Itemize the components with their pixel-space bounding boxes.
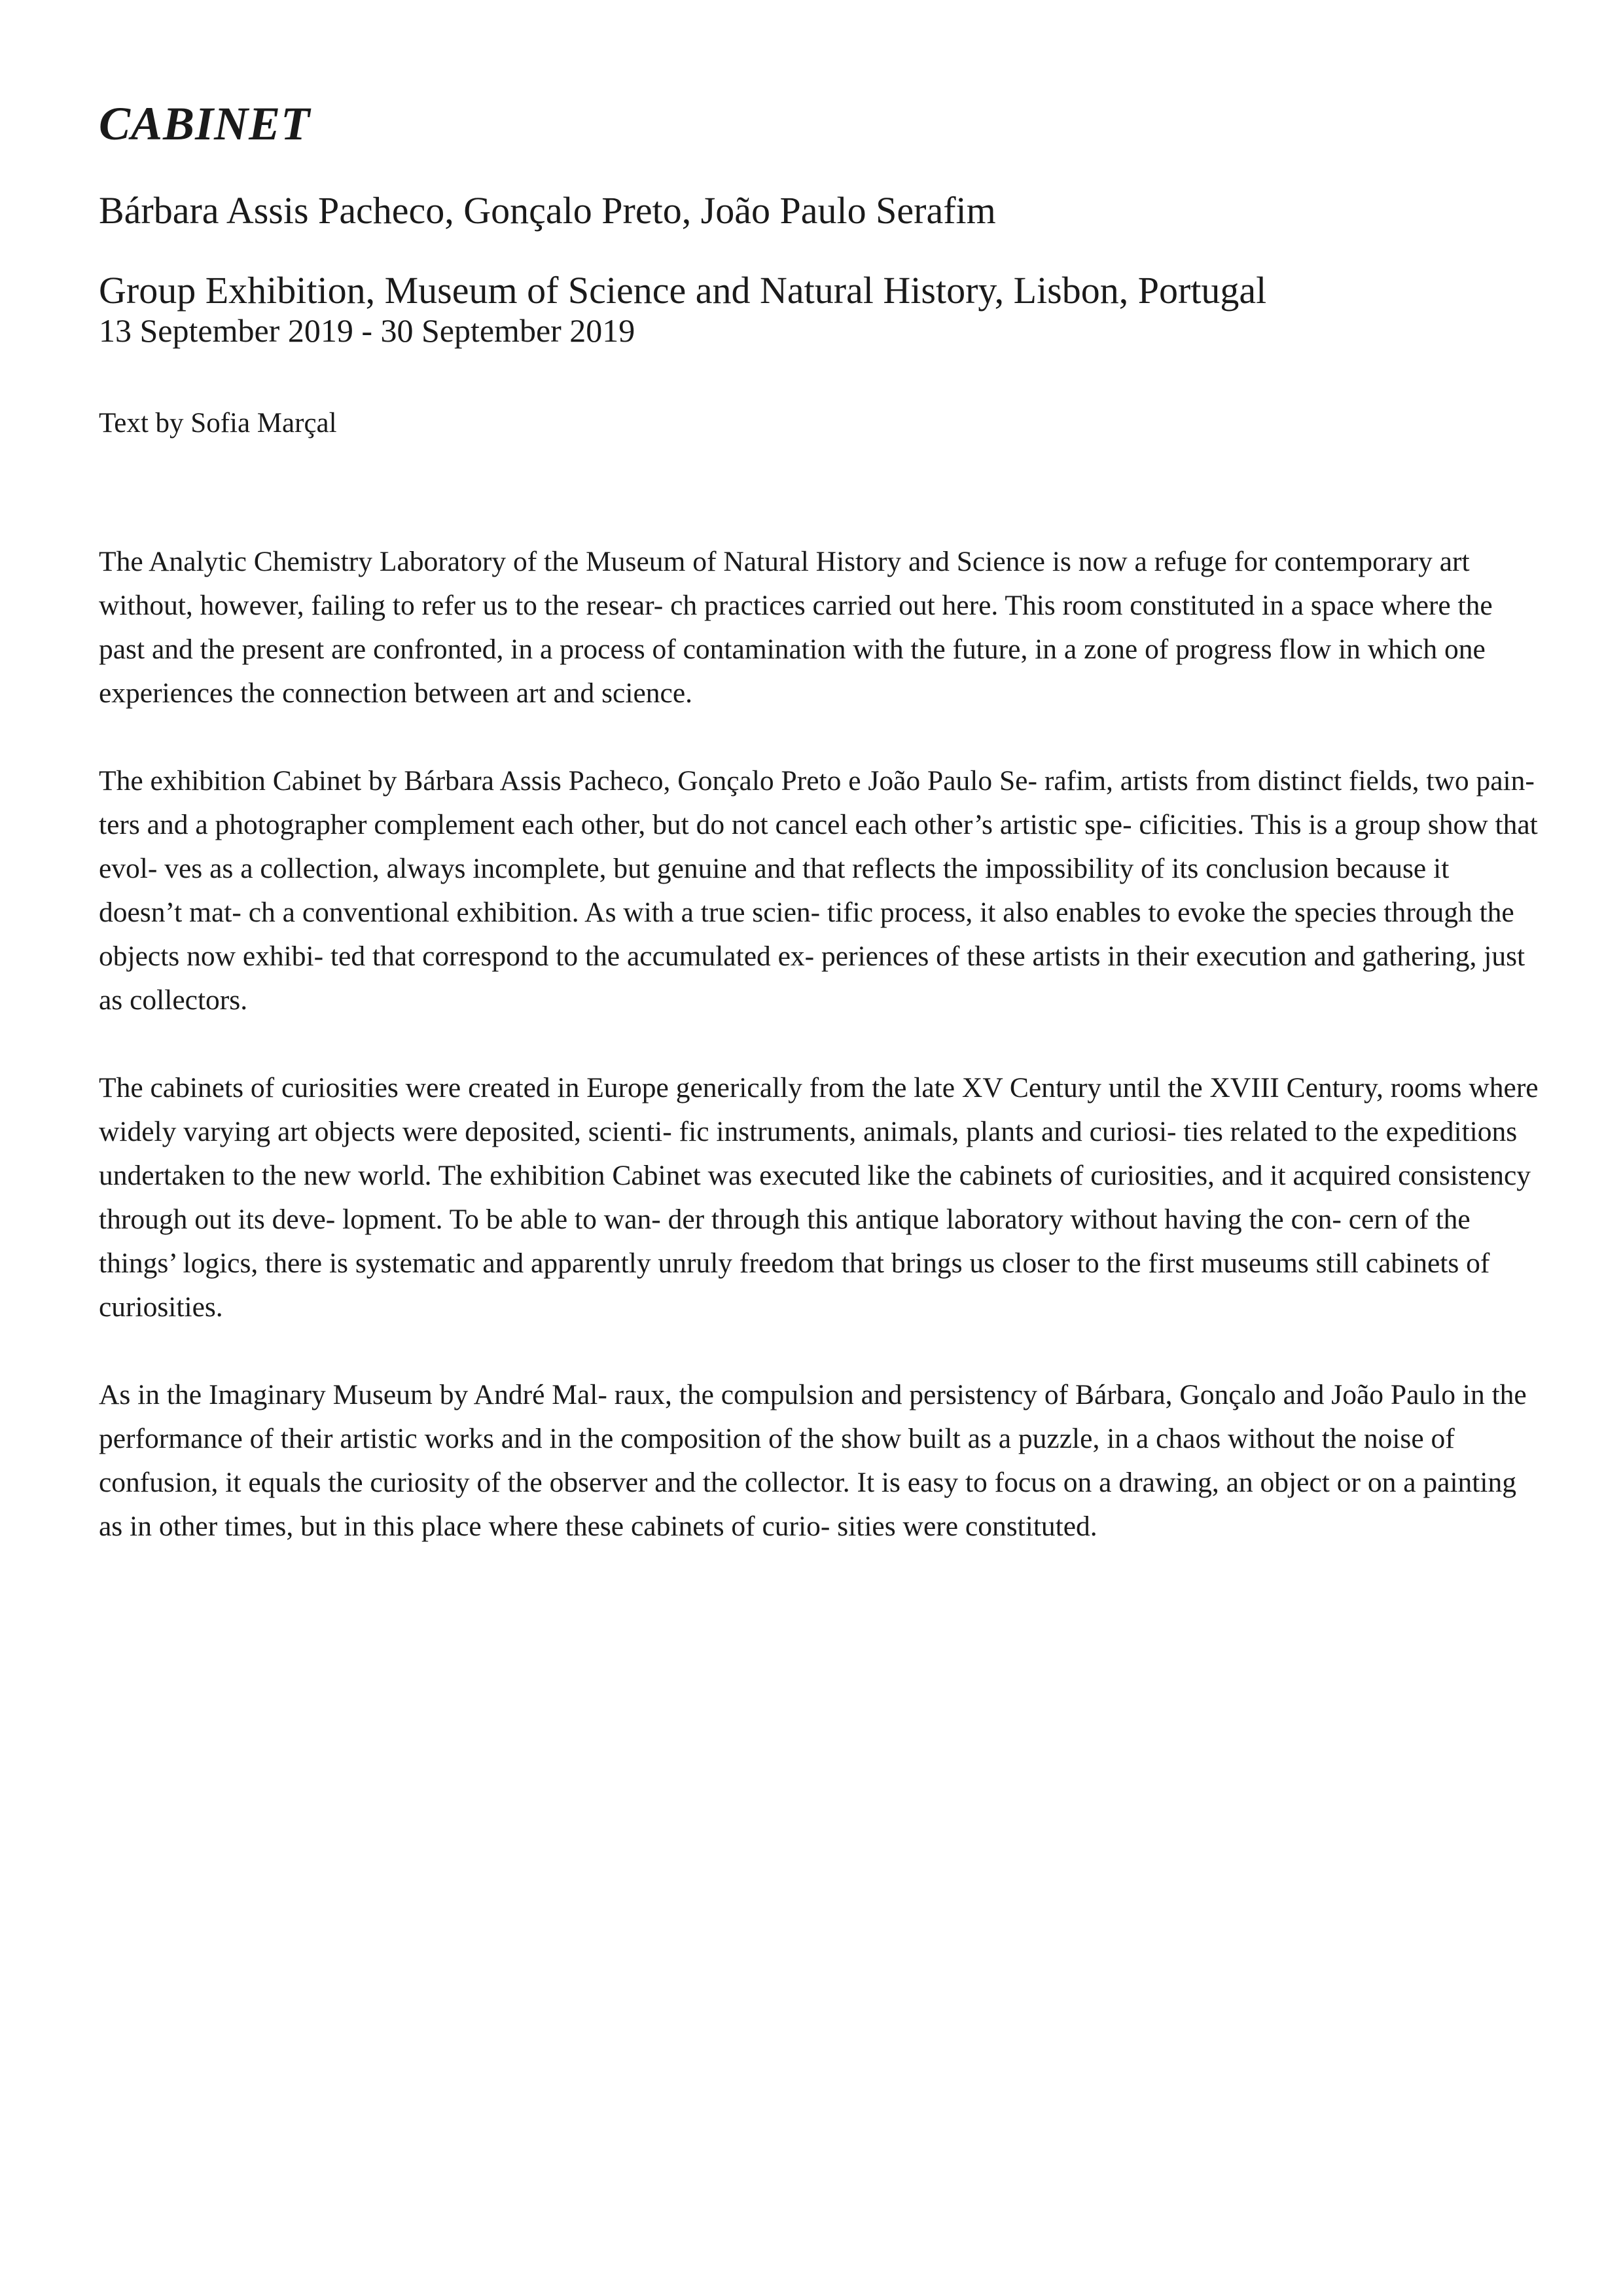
paragraph: The Analytic Chemistry Laboratory of the Museum of Natural History and Science is now a refuge for contemporary art without, however, failing to refer us to the resear- ch practices carried out here. This room constituted in a space where the past and the present are confronted, in a process of contamination with the future, in a zone of progress flow in which one experiences the connection between art and science. xyxy=(99,546,1493,709)
paragraph: The cabinets of curiosities were created in Europe generically from the late XV Century until the XVIII Century, rooms where widely varying art objects were deposited, scienti- fic instruments, animals, plants and curiosi- ties related to the expeditions undertaken to the new world. The exhibition Cabinet was executed like the cabinets of curiosities, and it acquired consistency through out its deve- lopment. To be able to wan- der through this antique laboratory without having the con- cern of the things’ logics, there is systematic and apparently unruly freedom that brings us closer to the first museums still cabinets of curiosities. xyxy=(99,1072,1539,1323)
document-title: CABINET xyxy=(99,98,311,150)
body-text xyxy=(99,540,1539,1549)
exhibition-dates: 13 September 2019 - 30 September 2019 xyxy=(99,312,635,350)
exhibition-line: Group Exhibition, Museum of Science and Natural History, Lisbon, Portugal xyxy=(99,268,1267,312)
author-credit: Text by Sofia Marçal xyxy=(99,408,337,439)
paragraph: As in the Imaginary Museum by André Mal- raux, the compulsion and persistency of Bárbara, Gonçalo and João Paulo in the performance of their artistic works and in the composition of the show built as a puzzle, in a chaos without the noise of confusion, it equals the curiosity of the observer and the collector. It is easy to focus on a drawing, an object or on a painting as in other times, but in this place where these cabinets of curio- sities were constituted. xyxy=(99,1379,1527,1543)
paragraph: The exhibition Cabinet by Bárbara Assis Pacheco, Gonçalo Preto e João Paulo Se- rafim, artists from distinct fields, two pain- ters and a photographer complement each other, but do not cancel each other’s artistic spe- cificities. This is a group show that evol- ves as a collection, always incomplete, but genuine and that reflects the impossibility of its conclusion because it doesn’t mat- ch a conventional exhibition. As with a true scien- tific process, it also enables to evoke the species through the objects now exhibi- ted that correspond to the accumulated ex- periences of these artists in their execution and gathering, just as collectors. xyxy=(99,765,1538,1016)
artists-line: Bárbara Assis Pacheco, Gonçalo Preto, João Paulo Serafim xyxy=(99,189,996,232)
document-page xyxy=(99,98,1539,1592)
